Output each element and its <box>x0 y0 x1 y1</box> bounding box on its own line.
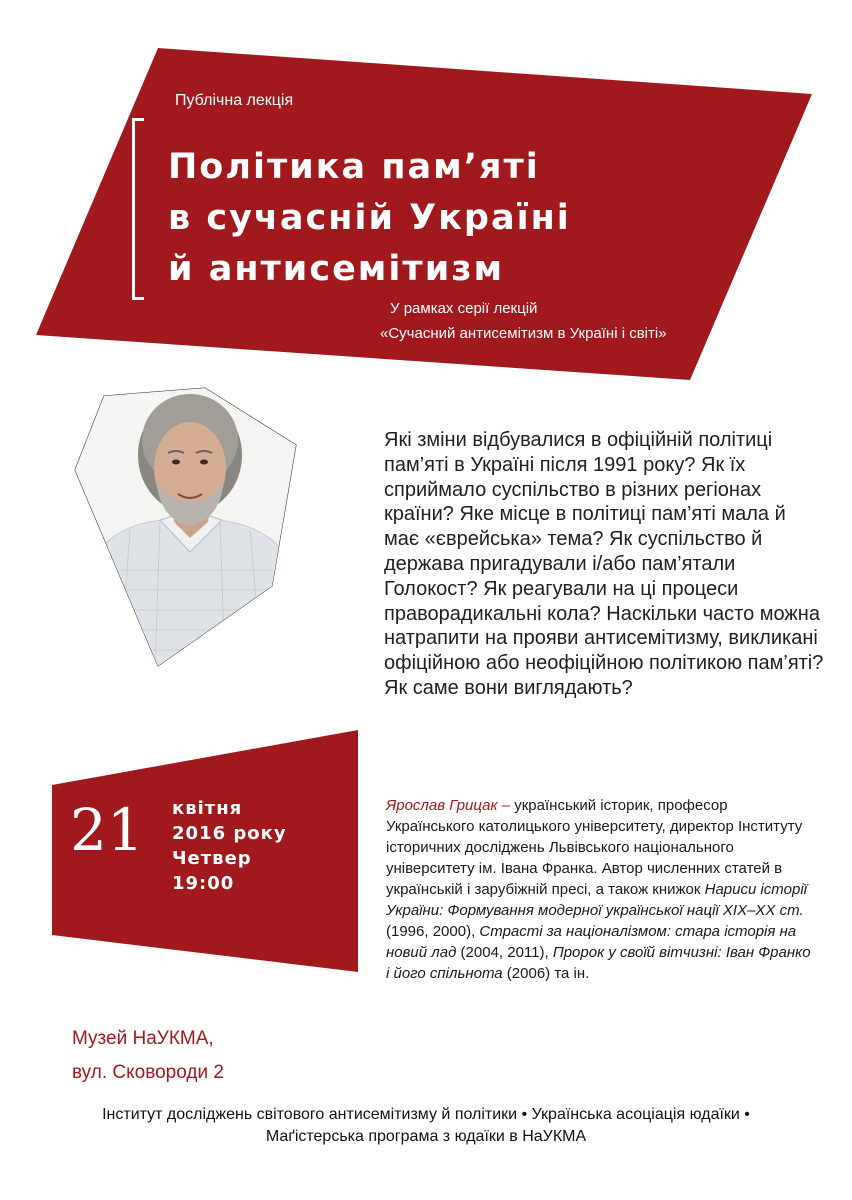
speaker-photo <box>70 385 300 670</box>
title-line: й антисемітизм <box>168 249 505 289</box>
venue <box>72 1022 224 1090</box>
title-line: Політика пам’яті <box>168 147 540 187</box>
lecture-title <box>168 142 571 295</box>
bio-text: (1996, 2000), <box>386 923 480 940</box>
speaker-bio <box>386 795 816 984</box>
book-title: Нариси історії України: Формування модерної української нації XIX–XX ст. <box>386 881 807 919</box>
book-title: Пророк у своїй вітчизні: Іван Франко і його спільнота <box>386 944 811 982</box>
organizers-line: Інститут досліджень світового антисемітизму й політики • Українська асоціація юдаїки • <box>102 1106 750 1123</box>
event-weekday: Четвер <box>172 848 252 869</box>
event-type-label: Публічна лекція <box>175 92 294 109</box>
lecture-description: Які зміни відбувалися в офіційній політиці пам’яті в Україні після 1991 року? Як їх сприймало суспільство в різних регіонах країни? Яке місце в політиці пам’яті мала й має «єврейська» тема? Як суспільство й держава пригадували і/або пам’ятали Голокост? Як реагували на ці процеси праворадикальні кола? Наскільки часто можна натрапити на прояви антисемітизму, викликані офіційною або неофіційною політикою пам’яті? Як саме вони виглядають? <box>384 429 824 699</box>
event-date-details <box>172 796 287 896</box>
organizers-line: Маґістерська програма з юдаїки в НаУКМА <box>265 1128 587 1145</box>
bio-text: український історик, професор Українського католицького університету, директор Інституту історичних досліджень Львівського національного університету ім. Івана Франка. Автор численних статей в українській і зарубіжній пресі, а також книжок <box>386 797 803 898</box>
event-month: квітня <box>172 798 243 819</box>
book-title: Страсті за націоналізмом: стара історія на новий лад <box>386 923 797 961</box>
event-year: 2016 року <box>172 823 287 844</box>
event-day: 21 <box>70 796 144 864</box>
bio-text: (2004, 2011), <box>456 944 553 961</box>
venue-name: Музей НаУКМА, <box>72 1028 214 1049</box>
title-line: в сучасній Україні <box>168 198 571 238</box>
organizers-footer <box>0 1104 852 1148</box>
venue-address: вул. Сковороди 2 <box>72 1062 224 1083</box>
event-time: 19:00 <box>172 873 235 894</box>
series-note <box>380 296 667 346</box>
series-intro: У рамках серії лекцій <box>390 300 538 317</box>
bio-text: (2006) та ін. <box>502 965 590 982</box>
speaker-name: Ярослав Грицак – <box>386 797 511 814</box>
title-bracket <box>132 118 144 300</box>
series-name: «Сучасний антисемітизм в Україні і світі» <box>380 325 667 342</box>
